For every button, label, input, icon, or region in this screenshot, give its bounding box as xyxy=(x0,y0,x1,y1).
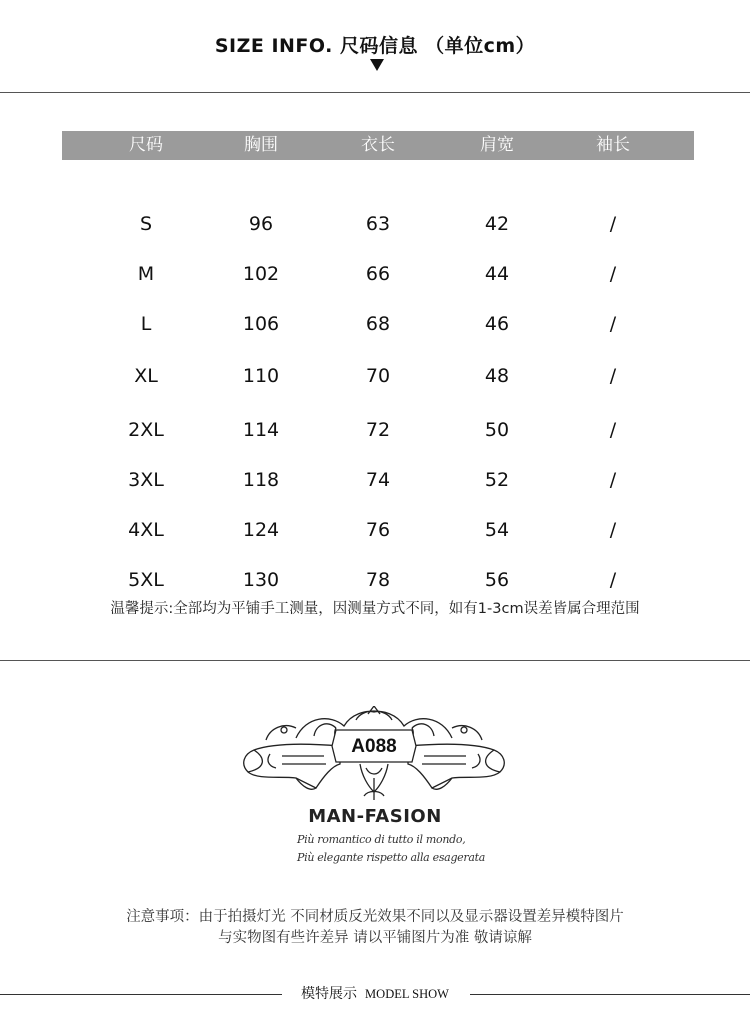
table-cell: M xyxy=(137,263,155,285)
model-show-en: MODEL SHOW xyxy=(365,987,449,1001)
table-cell: 63 xyxy=(365,213,391,235)
table-cell: 72 xyxy=(365,419,391,441)
table-header xyxy=(62,131,694,160)
table-cell: 44 xyxy=(484,263,510,285)
brand-tagline-1: Più romantico di tutto il mondo, xyxy=(297,833,466,846)
table-row xyxy=(62,309,694,339)
table-cell: 110 xyxy=(242,365,280,387)
table-cell: 70 xyxy=(365,365,391,387)
divider-top xyxy=(0,92,750,93)
table-row xyxy=(62,465,694,495)
brand-name: MAN-FASION xyxy=(308,806,442,827)
down-arrow-icon xyxy=(370,59,384,71)
table-cell: 124 xyxy=(242,519,280,541)
table-cell: 48 xyxy=(484,365,510,387)
divider-middle xyxy=(0,660,750,661)
column-header: 衣长 xyxy=(361,135,395,155)
table-cell: / xyxy=(609,519,617,541)
notice-line-2: 与实物图有些许差异 请以平铺图片为准 敬请谅解 xyxy=(218,930,532,946)
table-cell: / xyxy=(609,263,617,285)
table-cell: 56 xyxy=(484,569,510,591)
table-cell: 52 xyxy=(484,469,510,491)
table-cell: 4XL xyxy=(128,519,164,541)
table-cell: 68 xyxy=(365,313,391,335)
table-cell: 118 xyxy=(242,469,280,491)
notice-line-1: 注意事项：由于拍摄灯光 不同材质反光效果不同以及显示器设置差异模特图片 xyxy=(126,909,624,925)
table-row xyxy=(62,361,694,391)
table-cell: 96 xyxy=(248,213,274,235)
table-row xyxy=(62,565,694,595)
table-cell: / xyxy=(609,469,617,491)
table-cell: L xyxy=(140,313,152,335)
column-header: 袖长 xyxy=(596,135,630,155)
table-row xyxy=(62,259,694,289)
table-cell: 3XL xyxy=(128,469,164,491)
table-cell: / xyxy=(609,569,617,591)
size-table xyxy=(62,131,694,591)
column-header: 肩宽 xyxy=(480,135,514,155)
model-show-cn: 模特展示 xyxy=(301,986,358,1002)
table-cell: 66 xyxy=(365,263,391,285)
column-header: 胸围 xyxy=(244,135,278,155)
table-cell: 54 xyxy=(484,519,510,541)
page-title: SIZE INFO. 尺码信息 （单位cm） xyxy=(214,35,536,57)
table-cell: / xyxy=(609,213,617,235)
brand-logo xyxy=(236,706,512,806)
table-cell: 42 xyxy=(484,213,510,235)
table-row xyxy=(62,209,694,239)
table-cell: XL xyxy=(134,365,158,387)
table-cell: 114 xyxy=(242,419,280,441)
model-show-label xyxy=(0,983,750,1003)
table-cell: 50 xyxy=(484,419,510,441)
table-cell: 102 xyxy=(242,263,280,285)
measurement-note: 温馨提示:全部均为平铺手工测量，因测量方式不同，如有1-3cm误差皆属合理范围 xyxy=(110,601,640,617)
brand-tagline-2: Più elegante rispetto alla esagerata xyxy=(297,851,485,864)
table-cell: 78 xyxy=(365,569,391,591)
table-cell: 74 xyxy=(365,469,391,491)
table-cell: 46 xyxy=(484,313,510,335)
table-cell: / xyxy=(609,365,617,387)
table-cell: 130 xyxy=(242,569,280,591)
table-cell: / xyxy=(609,313,617,335)
table-cell: 106 xyxy=(242,313,280,335)
table-cell: / xyxy=(609,419,617,441)
table-row xyxy=(62,415,694,445)
table-cell: S xyxy=(139,213,153,235)
table-cell: 76 xyxy=(365,519,391,541)
brand-code: A088 xyxy=(351,736,397,757)
column-header: 尺码 xyxy=(129,135,163,155)
table-row xyxy=(62,515,694,545)
table-cell: 2XL xyxy=(128,419,164,441)
table-cell: 5XL xyxy=(128,569,164,591)
